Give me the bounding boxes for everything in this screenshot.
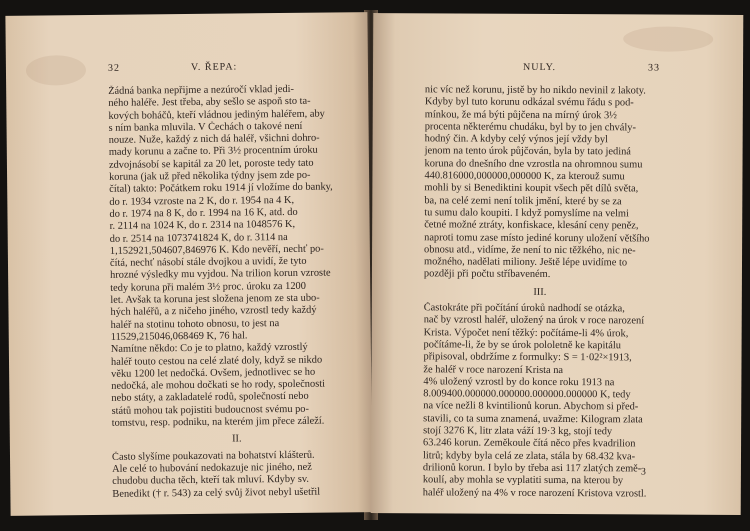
text-line: let. Avšak ta koruna jest složena jenom ze sta ubo- (110, 292, 320, 306)
text-line: že haléř v roce narození Krista na (423, 363, 564, 376)
left-page-header (6, 60, 368, 80)
text-line: drilionů korun. I bylo by třeba asi 117 zlatých země- (422, 462, 642, 475)
text-line: mohli by si Benediktini koupit všech pět dílů světa, (424, 182, 639, 195)
text-line: 8.009400.000000.000000.000000.000000 K, tedy (423, 388, 631, 401)
paper-stain (623, 26, 713, 51)
left-page (5, 12, 372, 516)
text-line: koruna (jak už před několika týdny jsem zde po- (109, 169, 311, 183)
text-line: ba, na celé zemi není tolik jmění, které by se za (424, 194, 622, 208)
text-line: 11529,215046,068469 K, 76 hal. (110, 330, 248, 343)
text-line: čítá, nechť násobí stále dvojkou a uvidí, že tyto (109, 255, 307, 269)
text-line: čítal) takto: Počátkem roku 1914 jí vložíme do banky, (109, 181, 333, 196)
text-line: Kdyby byl tuto korunu odkázal svému řádu s pod- (424, 96, 634, 109)
text-line: hých haléřů, a z ničeho jiného, vzrostl tedy každý (110, 305, 317, 319)
text-line: Namítne někdo: Co je to platno, každý vzrostlý (110, 341, 308, 356)
text-line: Často slyšíme poukazovati na bohatství klášterů. (111, 449, 315, 463)
text-line: naproti tomu zase místo jediné koruny uložení většího (424, 231, 650, 245)
text-line: nouze. Nuže, každý z nich dá haléř, všichni dohro- (108, 132, 320, 147)
page-number: 33 (647, 62, 661, 74)
text-line: 4% uložený vzrostl by do konce roku 1913 na (423, 376, 615, 389)
text-line: koruna do dnešního dne vzrostla na ohromnou sumu (424, 158, 643, 171)
text-line: počítáme-li, že by se úrok pololetně ke kapitálu (423, 339, 621, 352)
page-number: 32 (107, 62, 121, 74)
text-line: koulí, aby mohla se vyplatiti suma, na kterou by (422, 474, 624, 487)
text-line: zdvojnásobí se kapitál za 20 let, poroste tedy tato (108, 157, 314, 171)
text-line: obnosu atd., vidíme, že není to nic těžkého, nic ne- (424, 244, 636, 257)
text-line: 440.816000,000000,000000 K, za kterouž sumu (424, 170, 625, 183)
text-line: kových boháčů, kteří vládnou jediným haléřem, aby (108, 108, 325, 122)
text-line: stavili, co ta suma znamená, uvažme: Kilogram zlata (423, 413, 643, 426)
text-line: možného, nadělati miliony. Ještě lépe uvidíme to (423, 256, 628, 269)
text-line: Benedikt († r. 543) za celý svůj život nebyl ušetřil (112, 486, 321, 500)
right-page-header (373, 61, 743, 79)
text-line: mady korunu a začne to. Při 3½ procentním úroku (108, 145, 318, 159)
text-line: tomstvu, resp. podniku, na kterém jim přece záleží. (111, 415, 325, 429)
text-line: r. 2114 na 1024 K, do r. 2314 na 1048576 K, (109, 219, 296, 233)
text-line: haléř uložený na 4% v roce narození Kristova vzrostl. (422, 486, 647, 499)
right-page-body (423, 84, 657, 500)
text-line: Ale celé to hubování nedokazuje nic jiného, než (112, 461, 312, 475)
right-page (371, 13, 744, 515)
text-line: do r. 1974 na 8 K, do r. 1994 na 16 K, atd. do (109, 206, 298, 220)
text-line: později při počtu stříbaveném. (423, 268, 551, 281)
text-line: připisoval, obdržíme z formulky: S = 1·02²×1913, (423, 351, 632, 364)
left-page-body (108, 83, 362, 500)
running-head: V. ŘEPA: (190, 61, 238, 73)
text-line: do r. 2514 na 1073741824 K, do r. 3114 na (109, 231, 288, 245)
text-line: věku 1200 let nedočká. Ovšem, jednotlivec se ho (111, 366, 316, 380)
text-line: haléř na stotinu tohoto obnosu, to jest na (110, 317, 280, 331)
text-line: stojí 3276 K, litr zlata váží 19·3 kg, stojí tedy (423, 425, 613, 438)
section-number: II. (232, 433, 242, 445)
text-line: států mohou tak pojistiti budoucnost svému po- (111, 403, 310, 417)
text-line: Častokráte při počítání úroků nadhodí se otázka, (423, 302, 625, 315)
text-line: do r. 1934 vzroste na 2 K, do r. 1954 na 4 K, (109, 194, 295, 208)
text-line: nebo státy, a zakladatelé rodů, společností nebo (111, 391, 309, 405)
text-line: 63.246 korun. Zeměkoule čítá něco přes kvadrilion (423, 437, 636, 450)
signature-mark: 3 (640, 466, 646, 478)
text-line: nač by vzrostl haléř, uložený na úrok v roce narození (423, 314, 645, 327)
section-number: III. (533, 286, 547, 298)
text-line: mínkou, že má býti půjčena na mírný úrok 3½ (424, 108, 617, 121)
text-line: nic víc než korunu, jistě by ho nikdo nevinil z lakoty. (424, 84, 646, 97)
text-line: s ním banka mluvila. V Čechách o takové není (108, 120, 303, 134)
text-line: četné možné ztráty, konfiskace, klesání ceny peněz, (424, 219, 639, 232)
text-line: Žádná banka nepřijme a nezúročí vklad jedi- (108, 83, 295, 97)
text-line: jenom na tento úrok půjčován, byla by tato jediná (424, 145, 631, 158)
text-line: tedy koruna při malém 3½ proc. úroku za 1200 (110, 280, 306, 294)
text-line: 1,152921,504607,846976 K. Kdo nevěří, nechť po- (109, 243, 324, 257)
text-line: Krista. Výpočet není těžký: počítáme-li 4% úrok, (423, 326, 629, 340)
text-line: haléř touto cestou na celé zlaté doly, když se nikdo (110, 354, 323, 368)
text-line: litrů; kdyby byla celá ze zlata, stála by 68.432 kva- (422, 449, 636, 463)
running-head: NULY. (523, 61, 557, 73)
text-line: hrozné výsledky mu vyjdou. Na trilion korun vzroste (110, 267, 331, 282)
text-line: procenta některému chudáku, byl by to jen chvály- (424, 121, 636, 134)
text-line: nedočká, ale mohou dočkati se ho rody, společnosti (111, 378, 326, 392)
text-line: chudobu ducha těch, kteří tak mluví. Kdyby sv. (112, 473, 310, 488)
text-line: tu sumu dalo koupiti. I když pomyslíme na velmi (424, 207, 629, 220)
text-line: ného haléře. Jest třeba, aby sešlo se aspoň sto ta- (108, 96, 311, 110)
text-line: hodný čin. A kdyby celý výnos její vždy byl (424, 133, 608, 146)
text-line: na více nežli 8 kvintilionů korun. Abychom si před- (423, 400, 639, 413)
